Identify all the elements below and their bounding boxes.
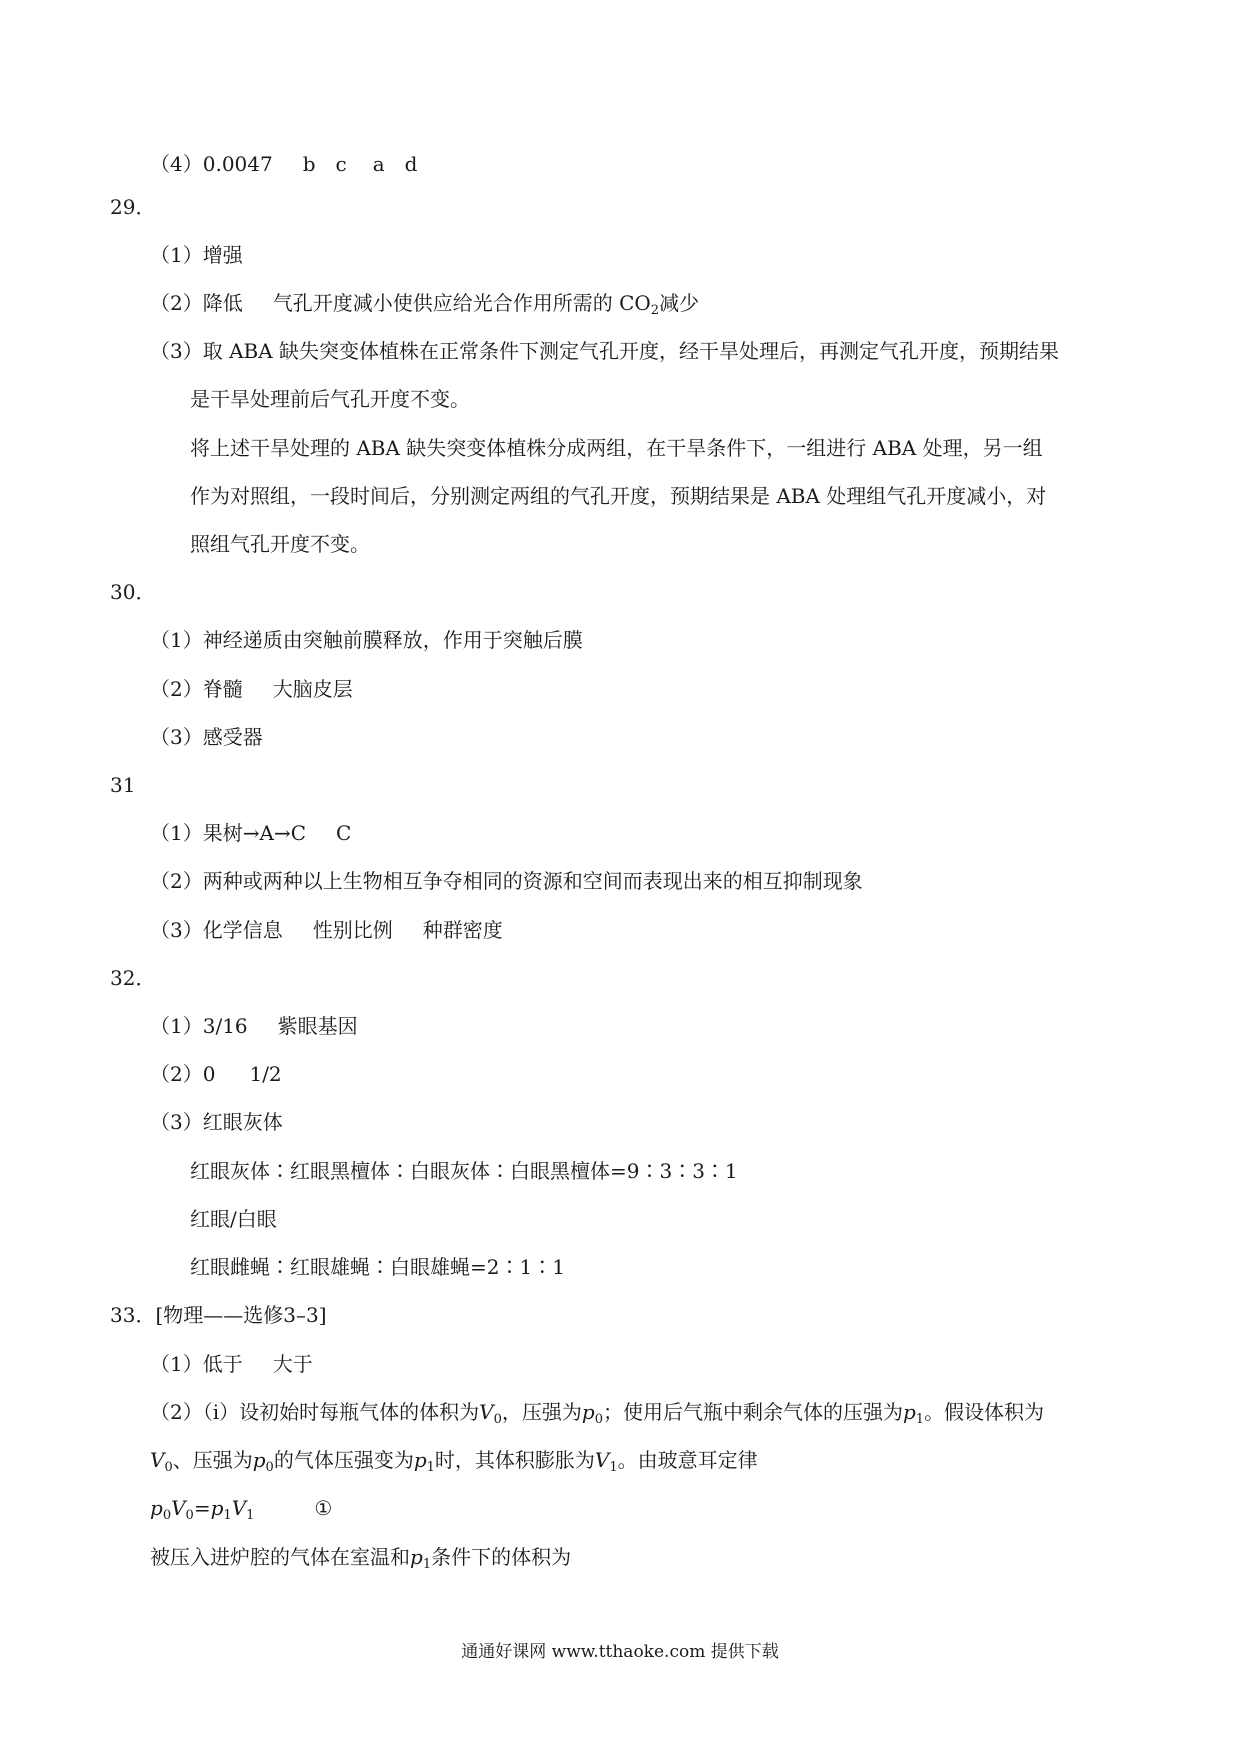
part-number: （2） (150, 1400, 203, 1424)
part-number: （2） (150, 1062, 203, 1086)
answer-text: 大脑皮层 (272, 677, 353, 701)
answer-text: 增强 (202, 243, 243, 267)
q29-part2 (150, 289, 699, 325)
q32-part3-line2: 红眼灰体∶红眼黑檀体∶白眼灰体∶白眼黑檀体=9∶3∶3∶1 (190, 1159, 738, 1183)
question-number-33 (110, 1301, 327, 1329)
answer-text: C (336, 821, 352, 845)
answer-text: 降低 (202, 291, 243, 315)
answer-text: 种群密度 (422, 918, 503, 942)
part-number: （3） (150, 918, 203, 942)
answer-text: 减少 (659, 291, 700, 315)
part-number: （1） (150, 243, 203, 267)
q29-part3-line1 (150, 337, 1059, 365)
section-title: [物理——选修3–3] (155, 1303, 327, 1327)
part-number: （4） (150, 152, 203, 176)
q31-part2 (150, 867, 863, 895)
part-number: （2） (150, 677, 203, 701)
q31-part1 (150, 819, 351, 847)
question-number-29: 29． (110, 195, 156, 219)
part-number: （1） (150, 628, 203, 652)
question-number-30: 30． (110, 580, 156, 604)
q29-part3-line2: 是干旱处理前后气孔开度不变。 (190, 387, 470, 411)
q32-part3-line3: 红眼/白眼 (190, 1207, 277, 1231)
part-number: （1） (150, 1352, 203, 1376)
q33-equation-1: $p_0V_0=p_1V_1$ ① (150, 1496, 333, 1523)
question-number: 33． (110, 1303, 156, 1327)
answer-text: 气孔开度减小使供应给光合作用所需的 CO (272, 291, 651, 315)
answer-letter: d (404, 152, 418, 176)
answer-text: 紫眼基因 (277, 1014, 358, 1038)
answer-text: ，压强为 (501, 1400, 582, 1424)
part-number: （2） (150, 869, 203, 893)
q32-part2 (150, 1060, 282, 1088)
q29-part1 (150, 241, 243, 269)
part-number: （3） (150, 725, 203, 749)
answer-letter: b (302, 152, 316, 176)
answer-text: 低于 (202, 1352, 243, 1376)
equation-marker: ① (314, 1496, 333, 1520)
q31-part3 (150, 916, 503, 944)
part-number: （1） (150, 821, 203, 845)
part-number: （3） (150, 1110, 203, 1134)
part-number: （3） (150, 339, 203, 363)
q32-part3-line4: 红眼雌蝇∶红眼雄蝇∶白眼雄蝇=2∶1∶1 (190, 1255, 565, 1279)
answer-text: 1/2 (249, 1062, 282, 1086)
answer-text: 感受器 (202, 725, 263, 749)
part-number: （2） (150, 291, 203, 315)
answer-value: 0.0047 (202, 152, 273, 176)
subscript: 2 (650, 303, 660, 318)
answer-text: 性别比例 (312, 918, 393, 942)
q29-part3-line5: 照组气孔开度不变。 (190, 532, 370, 556)
q29-part3-line4: 作为对照组，一段时间后，分别测定两组的气孔开度，预期结果是 ABA 处理组气孔开度减小，对 (190, 484, 1047, 508)
question-number-32: 32． (110, 966, 156, 990)
sub-part-number: （i） (202, 1400, 240, 1424)
answer-text: 脊髓 (202, 677, 243, 701)
q32-part1 (150, 1012, 358, 1040)
q30-part2 (150, 675, 353, 703)
answer-text: 的气体压强变为 (273, 1448, 414, 1472)
q32-part3-line1 (150, 1108, 283, 1136)
answer-text: 大于 (272, 1352, 313, 1376)
answer-text: 0 (202, 1062, 216, 1086)
answer-text: 两种或两种以上生物相互争夺相同的资源和空间而表现出来的相互抑制现象 (202, 869, 863, 893)
answer-text: 3/16 (202, 1014, 248, 1038)
page-footer: 通通好课网 www.tthaoke.com 提供下载 (461, 1642, 779, 1662)
q28-part4 (150, 150, 417, 178)
q33-part2-line4: 被压入进炉腔的气体在室温和$p_1$条件下的体积为 (150, 1545, 572, 1572)
answer-text: 神经递质由突触前膜释放，作用于突触后膜 (202, 628, 583, 652)
q29-part3-line3: 将上述干旱处理的 ABA 缺失突变体植株分成两组，在干旱条件下，一组进行 ABA 处理，另一组 (190, 436, 1043, 460)
question-number-31: 31 (110, 773, 136, 797)
answer-text: 化学信息 (202, 918, 283, 942)
answer-text: 。假设体积为 (924, 1400, 1045, 1424)
answer-letter: c (335, 152, 347, 176)
answer-text: 果树→A→C (202, 821, 306, 845)
answer-text: 被压入进炉腔的气体在室温和 (150, 1545, 410, 1569)
answer-letter: a (372, 152, 385, 176)
q33-part2-line2: $V_0$、压强为$p_0$的气体压强变为$p_1$时，其体积膨胀为$V_1$。由玻意耳定律 (150, 1448, 758, 1475)
answer-text: 时，其体积膨胀为 (434, 1448, 595, 1472)
part-number: （1） (150, 1014, 203, 1038)
q30-part3 (150, 723, 263, 751)
q33-part1 (150, 1350, 313, 1378)
answer-text: 。由玻意耳定律 (617, 1448, 758, 1472)
answer-text: 、压强为 (172, 1448, 253, 1472)
answer-text: ；使用后气瓶中剩余气体的压强为 (602, 1400, 903, 1424)
answer-text: 取 ABA 缺失突变体植株在正常条件下测定气孔开度，经干旱处理后，再测定气孔开度，预期结果 (202, 339, 1060, 363)
q30-part1 (150, 626, 583, 654)
answer-text: 条件下的体积为 (431, 1545, 572, 1569)
answer-text: 设初始时每瓶气体的体积为 (239, 1400, 480, 1424)
answer-text: 红眼灰体 (202, 1110, 283, 1134)
q33-part2-line1: （2）（i）设初始时每瓶气体的体积为$V_0$，压强为$p_0$；使用后气瓶中剩余气体的压强为$p_1$。假设体积为 (150, 1400, 1045, 1427)
